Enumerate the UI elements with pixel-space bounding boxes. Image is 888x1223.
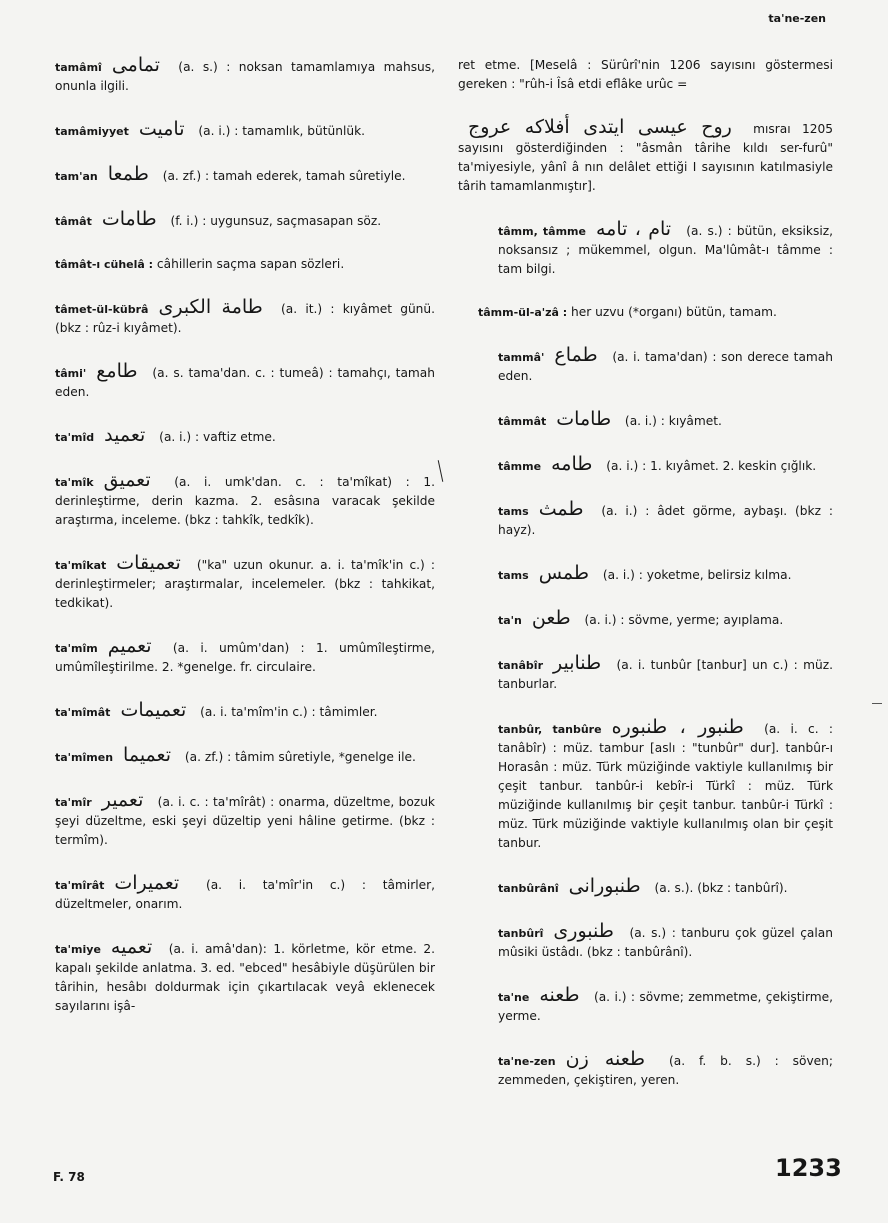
entry-headword: ta'mîr bbox=[55, 796, 92, 809]
entry-arabic-script: طمث bbox=[538, 498, 584, 520]
entry-definition: her uzvu (*organı) bütün, tamam. bbox=[567, 305, 777, 319]
entry-definition: (a. s.). (bkz : tanbûrî). bbox=[650, 881, 788, 895]
entry-definition: (a. s.) : tanburu çok güzel çalan mûsiki üstâdı. (bkz : tanbûrânî). bbox=[498, 926, 833, 959]
entry-definition: (a. zf.) : tâmim sûretiyle, *genelge ile. bbox=[181, 750, 416, 764]
entry-arabic-script: طمس bbox=[538, 562, 590, 584]
entry-headword: ta'mîk bbox=[55, 476, 94, 489]
entry-definition: (a. i.) : sövme, yerme; ayıplama. bbox=[580, 613, 784, 627]
dictionary-entry bbox=[55, 255, 435, 274]
entry-headword: tam'an bbox=[55, 170, 98, 183]
dictionary-entry bbox=[55, 56, 435, 96]
dictionary-entry bbox=[458, 455, 833, 476]
entry-arabic-script: طامات bbox=[101, 208, 157, 230]
entry-arabic-script: تعمیما bbox=[123, 744, 171, 766]
entry-arabic-script: تعمیم bbox=[107, 635, 152, 657]
entry-definition: (a. i. c. : tanâbîr) : müz. tambur [aslı : "tunbûr" dur]. tanbûr-ı Horasân : müz. Türk müziğinde vaktiyle kullanılmış bir çeşit tanbur. tanbûr-i kebîr-i Türkî : müz. Türk müziğinde kullanılmış bir çeşit tanbur. tanbûr-i Türkî : müz. Türk müziğinde vaktiyle kullanılmış olan bir çeşit tanbur. bbox=[498, 722, 834, 850]
entry-definition: (a. i. c. : ta'mîrât) : onarma, düzeltme, bozuk şeyi düzeltme, eski şeyi düzeltip yeni hâline getirme. (bkz : termîm). bbox=[55, 795, 435, 847]
entry-headword: tams bbox=[498, 569, 529, 582]
dictionary-entry bbox=[55, 120, 435, 141]
entry-arabic-script: تعمیه bbox=[110, 936, 153, 958]
entry-headword: tâmme bbox=[498, 460, 542, 473]
entry-definition: (a. i. umk'dan. c. : ta'mîkat) : 1. derinleştirme, derin kazma. 2. esâsına varacak şekilde araştırma, inceleme. (bkz : tahkîk, tedkîk). bbox=[55, 475, 435, 527]
entry-definition: (a. f. b. s.) : söven; zemmeden, çekiştiren, yeren. bbox=[498, 1054, 833, 1087]
entry-headword: ta'ne bbox=[498, 991, 530, 1004]
dictionary-entry bbox=[55, 165, 435, 186]
entry-headword: ta'mîm bbox=[55, 642, 98, 655]
dictionary-entry bbox=[458, 877, 833, 898]
entry-arabic-script: روح عیسی ایتدی أفلاکه عروج bbox=[468, 116, 732, 138]
margin-tick bbox=[872, 703, 882, 704]
entry-definition: (a. i.) : tamamlık, bütünlük. bbox=[194, 124, 365, 138]
entry-definition: (a. i.) : 1. kıyâmet. 2. keskin çığlık. bbox=[602, 459, 817, 473]
entry-definition: (a. i.) : sövme; zemmetme, çekiştirme, yerme. bbox=[498, 990, 833, 1023]
entry-headword: tanbûrânî bbox=[498, 882, 559, 895]
dictionary-entry bbox=[55, 791, 435, 850]
entry-definition: (a. it.) : kıyâmet günü. (bkz : rûz-i kıyâmet). bbox=[55, 302, 435, 335]
entry-headword: ta'mîmen bbox=[55, 751, 114, 764]
entry-definition: (a. i. umûm'dan) : 1. umûmîleştirme, umûmîleştirilme. 2. *genelge. fr. circulaire. bbox=[55, 641, 435, 674]
entry-arabic-script: تعمیمات bbox=[120, 699, 187, 721]
signature-mark: F. 78 bbox=[53, 1170, 85, 1184]
dictionary-entry bbox=[55, 746, 435, 767]
entry-arabic-script: طمعا bbox=[107, 163, 149, 185]
entry-definition: mısraı 1205 sayısını gösterdiğinden : "âsmân târihe kıldı ser-furû" ta'miyesiyle, yânî â nın delâlet ettiği I sayısının katılmasiyle târih tamamlanmıştır]. bbox=[458, 122, 833, 193]
entry-headword: tâmât-ı cühelâ : bbox=[55, 258, 154, 271]
entry-arabic-script: طنبورانی bbox=[568, 875, 641, 897]
entry-definition: (a. i.) : yoketme, belirsiz kılma. bbox=[599, 568, 792, 582]
entry-definition: ret etme. [Meselâ : Sürûrî'nin 1206 sayısını göstermesi gereken : "rûh-i Îsâ etdi eflâke urûc = bbox=[458, 58, 833, 91]
entry-definition: (a. i.) : vaftiz etme. bbox=[155, 430, 276, 444]
entry-definition: (a. zf.) : tamah ederek, tamah sûretiyle. bbox=[158, 169, 406, 183]
dictionary-entry bbox=[458, 118, 833, 196]
dictionary-entry bbox=[55, 471, 435, 530]
running-head: ta'ne-zen bbox=[768, 12, 826, 25]
dictionary-entry bbox=[55, 938, 435, 1016]
entry-headword: tâmi' bbox=[55, 367, 87, 380]
right-column bbox=[458, 56, 833, 1114]
entry-headword: tâmât bbox=[55, 215, 92, 228]
entry-definition: (a. i.) : âdet görme, aybaşı. (bkz : hayz). bbox=[498, 504, 833, 537]
dictionary-entry bbox=[458, 56, 833, 94]
entry-definition: (a. s. tama'dan. c. : tumeâ) : tamahçı, tamah eden. bbox=[55, 366, 435, 399]
entry-definition: (a. i. amâ'dan): 1. körletme, kör etme. 2. kapalı şekilde anlatma. 3. ed. "ebced" hesâbiyle düşürülen bir târihin, hesâbı doldurmak için çıkartılacak veyâ eklenecek sayılarını işâ- bbox=[55, 942, 435, 1013]
entry-definition: (a. s.) : noksan tamamlamıya mahsus, onunla ilgili. bbox=[55, 60, 435, 93]
dictionary-entry bbox=[458, 410, 833, 431]
dictionary-entry bbox=[55, 362, 435, 402]
dictionary-entry bbox=[458, 303, 833, 322]
entry-arabic-script: طامع bbox=[96, 360, 138, 382]
dictionary-entry bbox=[458, 346, 833, 386]
entry-definition: ("ka" uzun okunur. a. i. ta'mîk'in c.) : derinleştirmeler; araştırmalar, incelemeler. (bkz : tahkikat, tedkikat). bbox=[55, 558, 435, 610]
entry-headword: tanâbîr bbox=[498, 659, 544, 672]
entry-definition: (a. s.) : bütün, eksiksiz, noksansız ; mükemmel, olgun. Ma'lûmât-ı tâmme : tam bilgi. bbox=[498, 224, 833, 276]
dictionary-entry bbox=[55, 701, 435, 722]
dictionary-entry bbox=[458, 922, 833, 962]
margin-mark bbox=[438, 460, 444, 482]
entry-headword: tâmet-ül-kübrâ bbox=[55, 303, 149, 316]
entry-headword: tamâmiyyet bbox=[55, 125, 129, 138]
entry-definition: (a. i. ta'mîm'in c.) : tâmimler. bbox=[196, 705, 378, 719]
entry-headword: tâmmât bbox=[498, 415, 547, 428]
entry-arabic-script: طنبوری bbox=[553, 920, 614, 942]
dictionary-entry bbox=[55, 298, 435, 338]
entry-definition: (a. i.) : kıyâmet. bbox=[621, 414, 722, 428]
dictionary-entry bbox=[458, 986, 833, 1026]
entry-headword: ta'n bbox=[498, 614, 522, 627]
entry-arabic-script: تعمیق bbox=[103, 469, 151, 491]
dictionary-entry bbox=[55, 210, 435, 231]
entry-headword: tammâ' bbox=[498, 351, 545, 364]
entry-headword: tams bbox=[498, 505, 529, 518]
entry-headword: ta'mîd bbox=[55, 431, 95, 444]
entry-arabic-script: تمامی bbox=[111, 54, 160, 76]
entry-definition: (f. i.) : uygunsuz, saçmasapan söz. bbox=[166, 214, 382, 228]
entry-arabic-script: طامه bbox=[551, 453, 593, 475]
entry-headword: ta'mîrât bbox=[55, 879, 105, 892]
dictionary-entry bbox=[55, 874, 435, 914]
entry-arabic-script: تامیت bbox=[138, 118, 185, 140]
entry-arabic-script: طامات bbox=[556, 408, 612, 430]
dictionary-entry bbox=[458, 564, 833, 585]
entry-definition: (a. i. tunbûr [tanbur] un c.) : müz. tanburlar. bbox=[498, 658, 833, 691]
entry-headword: ta'mîkat bbox=[55, 559, 107, 572]
dictionary-entry bbox=[55, 637, 435, 677]
entry-arabic-script: طعن bbox=[531, 607, 571, 629]
entry-arabic-script: تعمیرات bbox=[114, 872, 180, 894]
entry-arabic-script: طنابیر bbox=[553, 652, 602, 674]
entry-headword: ta'ne-zen bbox=[498, 1055, 556, 1068]
left-column bbox=[55, 56, 435, 1040]
dictionary-entry bbox=[458, 220, 833, 279]
entry-arabic-script: طماع bbox=[554, 344, 598, 366]
entry-arabic-script: تعمیر bbox=[101, 789, 144, 811]
dictionary-entry bbox=[55, 426, 435, 447]
dictionary-entry bbox=[458, 654, 833, 694]
entry-headword: tanbûr, tanbûre bbox=[498, 723, 602, 736]
dictionary-entry bbox=[55, 554, 435, 613]
entry-headword: tâmm, tâmme bbox=[498, 225, 586, 238]
page-number: 1233 bbox=[775, 1154, 842, 1182]
entry-arabic-script: طنبور ، طنبوره bbox=[611, 716, 744, 738]
dictionary-entry bbox=[458, 500, 833, 540]
entry-headword: tanbûrî bbox=[498, 927, 544, 940]
entry-arabic-script: تعمید bbox=[104, 424, 146, 446]
entry-definition: câhillerin saçma sapan sözleri. bbox=[153, 257, 345, 271]
entry-arabic-script: تام ، تامه bbox=[595, 218, 672, 240]
entry-arabic-script: تعمیقات bbox=[116, 552, 181, 574]
entry-arabic-script: طامة الكبرى bbox=[158, 296, 263, 318]
dictionary-entry bbox=[458, 1050, 833, 1090]
entry-definition: (a. i. ta'mîr'in c.) : tâmirler, düzeltmeler, onarım. bbox=[55, 878, 435, 911]
entry-headword: ta'mîmât bbox=[55, 706, 111, 719]
entry-definition: (a. i. tama'dan) : son derece tamah eden. bbox=[498, 350, 833, 383]
entry-headword: ta'miye bbox=[55, 943, 101, 956]
dictionary-entry bbox=[458, 718, 833, 853]
dictionary-entry bbox=[458, 609, 833, 630]
entry-arabic-script: طعنه زن bbox=[565, 1048, 646, 1070]
entry-headword: tâmm-ül-a'zâ : bbox=[478, 306, 568, 319]
entry-arabic-script: طعنه bbox=[539, 984, 580, 1006]
entry-headword: tamâmî bbox=[55, 61, 102, 74]
